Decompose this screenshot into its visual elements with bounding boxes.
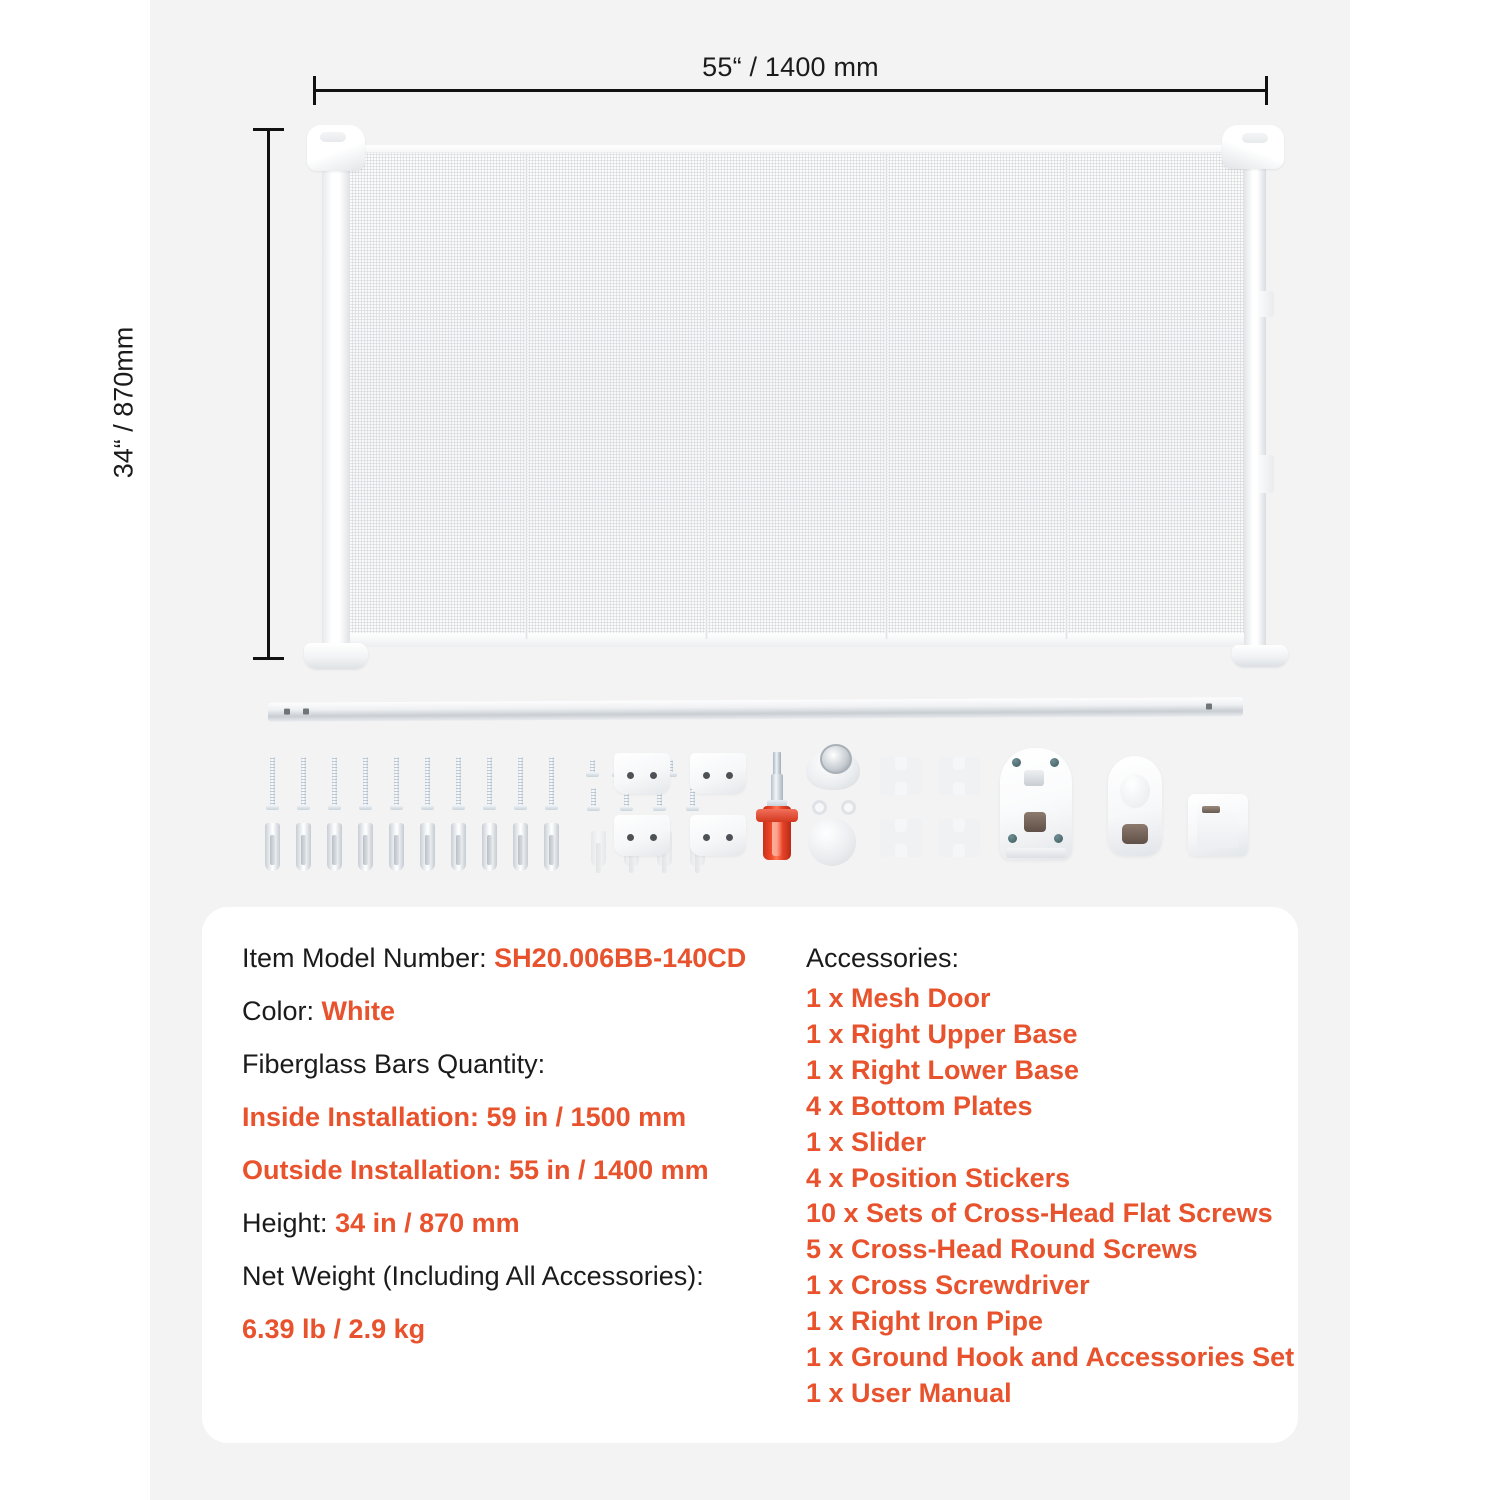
accessory-item: 4 x Bottom Plates: [806, 1090, 1033, 1121]
cross-head-flat-screw: [301, 757, 306, 807]
cross-head-flat-screw: [456, 757, 461, 807]
spec-model-value: SH20.006BB-140CD: [494, 943, 747, 973]
right-lower-base: [1108, 756, 1162, 856]
accessory-item: 1 x Slider: [806, 1126, 927, 1157]
spec-height: [242, 1210, 802, 1237]
right-foot-base: [1232, 645, 1288, 667]
spec-height-value: 34 in / 870 mm: [335, 1208, 520, 1238]
mesh-panel: [348, 152, 1248, 642]
mesh-seam: [525, 155, 528, 639]
specs-column: [242, 945, 802, 1369]
height-dimension-label: 34“ / 870mm: [108, 326, 139, 479]
wall-anchor: [451, 823, 466, 871]
cross-head-flat-screw: [487, 757, 492, 807]
cross-head-flat-screw: [518, 757, 523, 807]
position-sticker: [880, 819, 922, 857]
bottom-plate: [614, 753, 670, 794]
accessory-item: 1 x Cross Screwdriver: [806, 1270, 1090, 1301]
spec-outside-installation: Outside Installation: 55 in / 1400 mm: [242, 1155, 709, 1185]
cross-head-round-screw: [590, 760, 595, 774]
accessory-item: 1 x Right Lower Base: [806, 1054, 1080, 1085]
spec-bars-label: Fiberglass Bars Quantity:: [242, 1049, 546, 1079]
cross-head-flat-screw: [425, 757, 430, 807]
height-dimension-cap-bottom: [253, 657, 284, 660]
wall-anchor: [358, 823, 373, 871]
right-pole-bracket: [1258, 291, 1274, 317]
width-dimension-line: [313, 89, 1268, 92]
ground-hook: [806, 750, 860, 790]
spec-color-label: Color:: [242, 996, 322, 1026]
wall-anchor: [327, 823, 342, 871]
height-dimension-line: [267, 128, 270, 660]
width-dimension-label: 55“ / 1400 mm: [702, 52, 879, 82]
left-foot-base: [304, 643, 368, 669]
accessory-item: 1 x User Manual: [806, 1377, 1012, 1408]
bottom-plate: [690, 753, 746, 794]
accessory-item: 5 x Cross-Head Round Screws: [806, 1234, 1198, 1265]
mesh-seam: [705, 155, 708, 639]
cross-head-round-screw: [591, 788, 596, 808]
accessory-item: 4 x Position Stickers: [806, 1162, 1071, 1193]
cross-head-flat-screw: [363, 757, 368, 807]
mesh-bottom-rail: [348, 633, 1248, 647]
cross-screwdriver: [760, 752, 794, 860]
right-pole-bracket: [1258, 455, 1274, 493]
wall-anchor: [513, 823, 528, 871]
spec-height-label: Height:: [242, 1208, 336, 1238]
cross-head-flat-screw: [332, 757, 337, 807]
pipe-screw-hole: [1206, 703, 1212, 709]
position-sticker: [938, 757, 980, 795]
width-dimension-cap-left: [313, 76, 316, 105]
wall-anchor: [482, 823, 497, 871]
wall-anchor: [389, 823, 404, 871]
bottom-plate: [690, 815, 746, 856]
accessory-item: 1 x Right Upper Base: [806, 1018, 1078, 1049]
hook-cover-disc: [808, 818, 856, 866]
cross-head-flat-screw: [270, 757, 275, 807]
bottom-plate: [614, 815, 670, 856]
wall-anchor: [296, 823, 311, 871]
spec-inside-installation: Inside Installation: 59 in / 1500 mm: [242, 1102, 687, 1132]
mesh-gate-illustration: [300, 125, 1275, 670]
product-info-card: [202, 907, 1298, 1443]
position-sticker: [880, 757, 922, 795]
height-dimension-cap-top: [253, 128, 284, 131]
wall-anchor: [420, 823, 435, 871]
spec-color: [242, 998, 802, 1025]
spec-model: [242, 945, 802, 972]
accessory-item: 1 x Mesh Door: [806, 983, 991, 1013]
right-top-bracket: [1222, 125, 1284, 169]
accessories-column: [806, 943, 1295, 1412]
position-sticker: [938, 819, 980, 857]
wall-anchor: [265, 823, 280, 871]
pipe-screw-hole: [303, 708, 309, 714]
spec-net-weight-value: 6.39 lb / 2.9 kg: [242, 1314, 426, 1344]
mesh-seam: [885, 155, 888, 639]
left-top-bracket: [307, 125, 365, 171]
accessories-title: Accessories:: [806, 943, 960, 973]
hook-washer: [812, 800, 827, 815]
wall-anchor: [544, 823, 559, 871]
mesh-seam: [1065, 155, 1068, 639]
slider-part: [1188, 794, 1248, 856]
left-post: [322, 161, 350, 657]
spec-model-label: Item Model Number:: [242, 943, 495, 973]
cross-head-flat-screw: [394, 757, 399, 807]
spec-color-value: White: [321, 996, 396, 1026]
right-pole: [1244, 161, 1266, 653]
cross-head-flat-screw: [549, 757, 554, 807]
pipe-screw-hole: [284, 709, 290, 715]
hook-washer: [841, 800, 856, 815]
right-upper-base: [1000, 748, 1072, 860]
accessory-parts-tray: [150, 745, 1350, 870]
accessory-item: 10 x Sets of Cross-Head Flat Screws: [806, 1198, 1273, 1229]
accessory-item: 1 x Right Iron Pipe: [806, 1306, 1044, 1337]
wall-anchor: [591, 831, 606, 867]
accessory-item: 1 x Ground Hook and Accessories Set: [806, 1342, 1295, 1373]
spec-net-weight-label: Net Weight (Including All Accessories):: [242, 1261, 704, 1291]
width-dimension-cap-right: [1265, 76, 1268, 105]
